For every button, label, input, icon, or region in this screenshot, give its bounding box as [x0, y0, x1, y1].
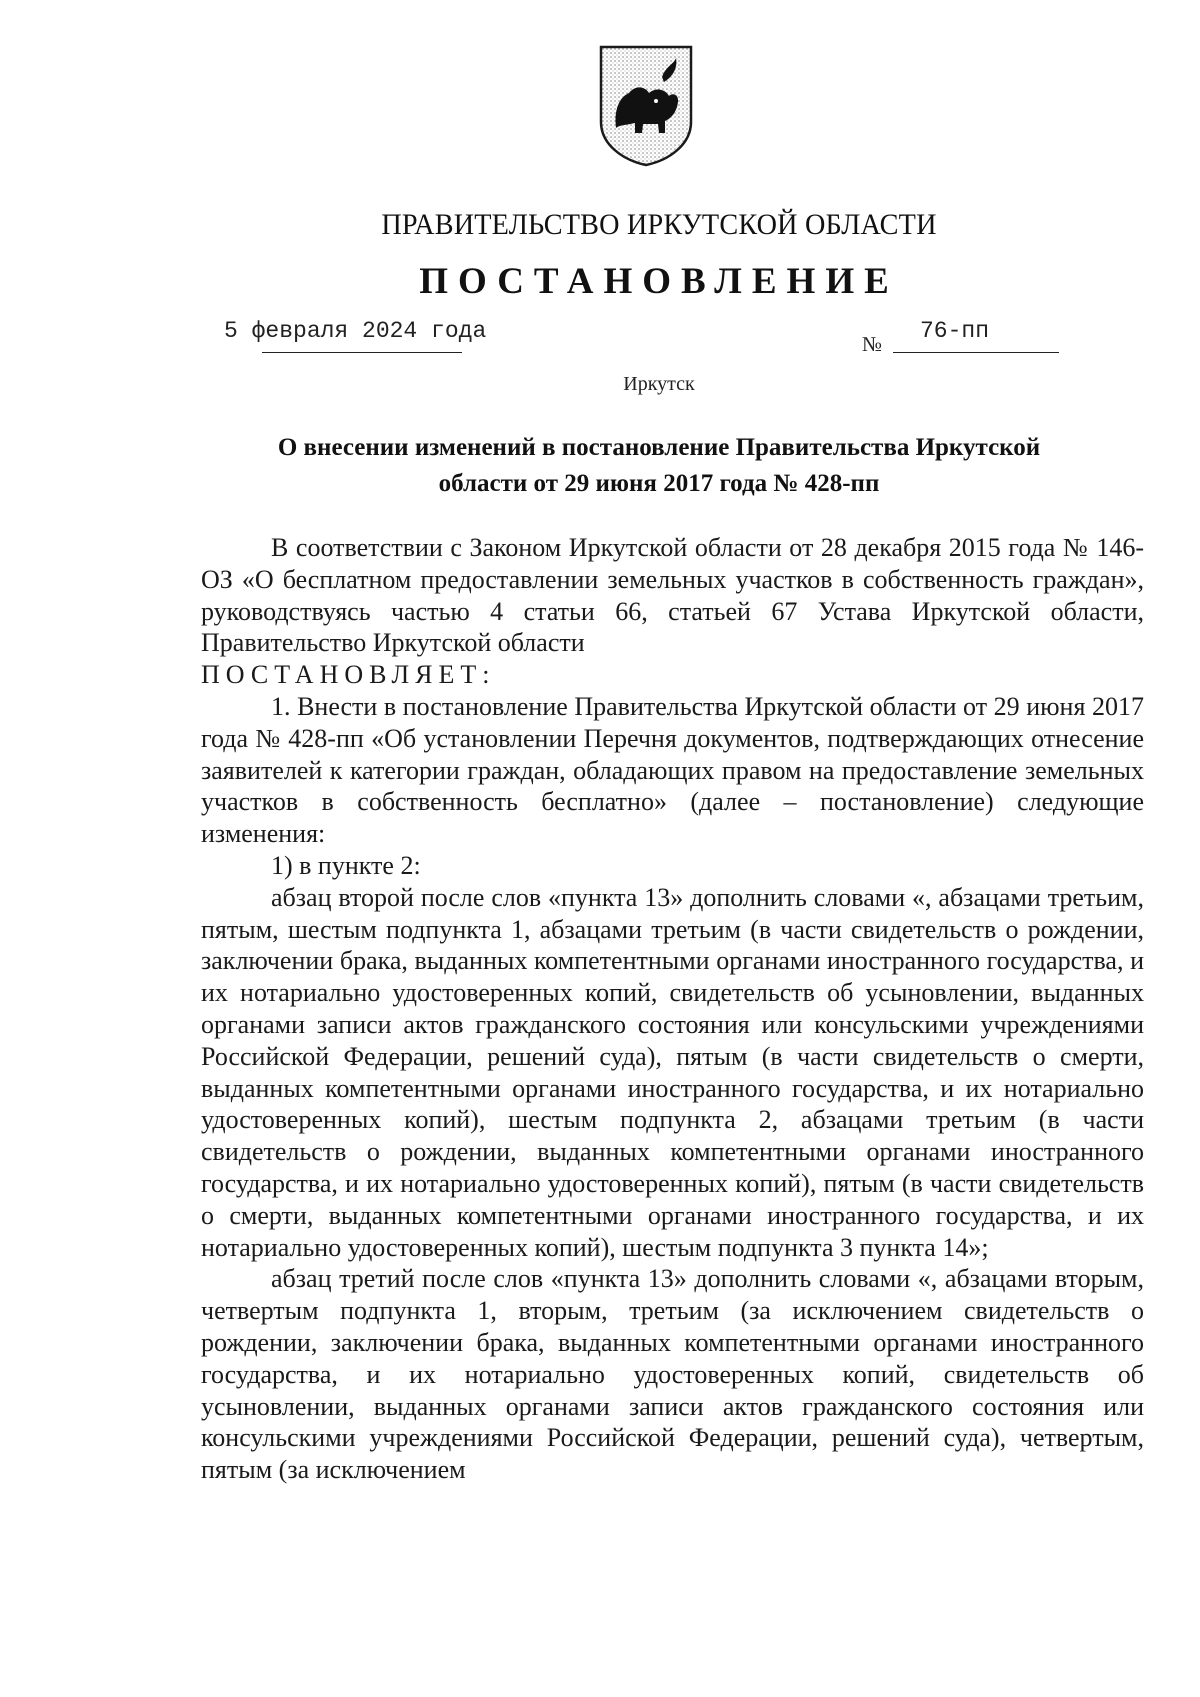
number-sign: №	[862, 332, 883, 356]
subject-line-1: О внесении изменений в постановление Правительства Иркутской	[277, 434, 1041, 461]
item-1-paragraph: 1. Внести в постановление Правительства Иркутской области от 29 июня 2017 года № 428-пп «Об установлении Перечня документов, подтверждающих отнесение заявителей к категории граждан, обладающих правом на предоставление земельных участков в собственность бесплатно» (далее – постановление) следующие изменения:	[201, 691, 1144, 849]
subitem-1-paragraph: 1) в пункте 2:	[271, 850, 421, 880]
document-number: 76-пп	[920, 318, 990, 344]
document-subject	[200, 430, 1118, 502]
document-date: 5 февраля 2024 года	[224, 318, 487, 344]
date-number-row	[0, 318, 1200, 362]
document-body	[201, 532, 1144, 1486]
coat-of-arms-icon	[598, 44, 694, 168]
preamble-paragraph: В соответствии с Законом Иркутской области от 28 декабря 2015 года № 146-ОЗ «О бесплатном предоставлении земельных участков в собственность граждан», руководствуясь частью 4 статьи 66, статьей 67 Устава Иркутской области, Правительство Иркутской области	[201, 533, 1144, 658]
document-type-title: ПОСТАНОВЛЕНИЕ	[419, 261, 899, 302]
subject-line-2: области от 29 июня 2017 года № 428-пп	[438, 470, 880, 497]
date-underline	[262, 352, 462, 353]
city-name: Иркутск	[623, 373, 695, 395]
resolves-word: ПОСТАНОВЛЯЕТ:	[201, 660, 496, 690]
amendment-paragraph-second: абзац второй после слов «пункта 13» дополнить словами «, абзацами третьим, пятым, шестым подпункта 1, абзацами третьим (в части свидетельств о рождении, заключении брака, выданных компетентными органами иностранного государства, и их нотариально удостоверенных копий, свидетельств об усыновлении, выданных органами записи актов гражданского состояния или консульскими учреждениями Российской Федерации, решений суда), пятым (в части свидетельств о смерти, выданных компетентными органами иностранного государства, и их нотариально удостоверенных копий), шестым подпункта 2, абзацами третьим (в части свидетельств о рождении, выданных компетентными органами иностранного государства, и их нотариально удостоверенных копий), пятым (в части свидетельств о смерти, выданных компетентными органами иностранного государства, и их нотариально удостоверенных копий), шестым подпункта 3 пункта 14»;	[201, 882, 1144, 1262]
amendment-paragraph-third: абзац третий после слов «пункта 13» дополнить словами «, абзацами вторым, четвертым подпункта 1, вторым, третьим (за исключением свидетельств о рождении, заключении брака, выданных компетентными органами иностранного государства, и их нотариально удостоверенных копий, свидетельств об усыновлении, выданных органами записи актов гражданского состояния или консульскими учреждениями Российской Федерации, решений суда), четвертым, пятым (за исключением	[201, 1264, 1144, 1485]
number-underline	[893, 352, 1059, 353]
government-name: ПРАВИТЕЛЬСТВО ИРКУТСКОЙ ОБЛАСТИ	[381, 208, 937, 241]
